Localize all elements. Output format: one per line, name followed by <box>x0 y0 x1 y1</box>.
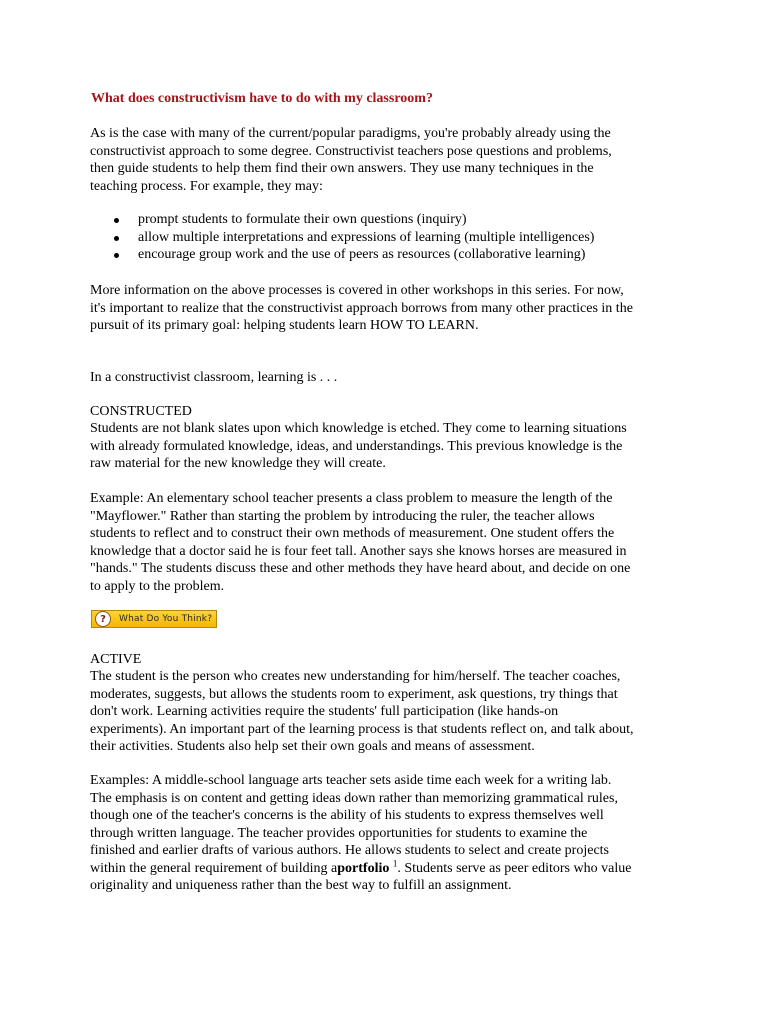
question-bubble-icon: ? <box>95 611 111 627</box>
footnote-link[interactable]: 1 <box>392 857 398 868</box>
technique-list <box>90 211 594 264</box>
active-title: ACTIVE <box>90 652 142 667</box>
constructed-title: CONSTRUCTED <box>90 404 192 419</box>
list-item: encourage group work and the use of peers as resources (collaborative learning) <box>90 246 594 264</box>
constructed-body: Students are not blank slates upon which knowledge is etched. They come to learning situations with already formulated knowledge, ideas, and understandings. This previous knowledge is the raw material for the new knowledge they will create. <box>90 421 627 471</box>
list-item: allow multiple interpretations and expressions of learning (multiple intelligences) <box>90 229 594 247</box>
what-do-you-think-label: What Do You Think? <box>119 614 213 624</box>
active-examples <box>90 772 690 895</box>
examples-text-start: Examples: A middle-school language arts teacher sets aside time each week for a writing lab. The emphasis is on content and getting ideas down rather than memorizing grammatical rules, though one of the teacher's concerns is the ability of his students to express themselves well through written language. The teacher provides opportunities for students to examine the finished and earlier drafts of various authors. He allows students to select and create projects within the general requirement of building a <box>90 773 618 876</box>
constructed-example: Example: An elementary school teacher presents a class problem to measure the length of the "Mayflower." Rather than starting the problem by introducing the ruler, the teacher allows students to reflect and to construct their own methods of measurement. One student offers the knowledge that a doctor said he is four feet tall. Another says she knows horses are measured in "hands." The students discuss these and other methods they have heard about, and decide on one to apply to the problem. <box>90 491 631 594</box>
section-heading: What does constructivism have to do with my classroom? <box>91 91 433 106</box>
learning-is-line: In a constructivist classroom, learning is . . . <box>90 370 338 385</box>
portfolio-term: portfolio <box>337 860 390 876</box>
intro-paragraph: As is the case with many of the current/popular paradigms, you're probably already using the constructivist approach to some degree. Constructivist teachers pose questions and problems, then guide students to help them find their own answers. They use many techniques in the teaching process. For example, they may: <box>90 126 612 194</box>
examples-text-end: . Students serve as peer editors who value originality and uniqueness rather than the best way to fulfill an assignment. <box>90 860 632 893</box>
more-info-paragraph: More information on the above processes is covered in other workshops in this series. For now, it's important to realize that the constructivist approach borrows from many other practices in the pursuit of its primary goal: helping students learn HOW TO LEARN. <box>90 283 633 333</box>
list-item: prompt students to formulate their own questions (inquiry) <box>90 211 594 229</box>
what-do-you-think-button[interactable] <box>91 610 217 628</box>
active-body: The student is the person who creates new understanding for him/herself. The teacher coaches, moderates, suggests, but allows the students room to experiment, ask questions, try things that don't work. Learning activities require the students' full participation (like hands-on experiments). An important part of the learning process is that students reflect on, and talk about, their activities. Students also help set their own goals and means of assessment. <box>90 669 634 754</box>
